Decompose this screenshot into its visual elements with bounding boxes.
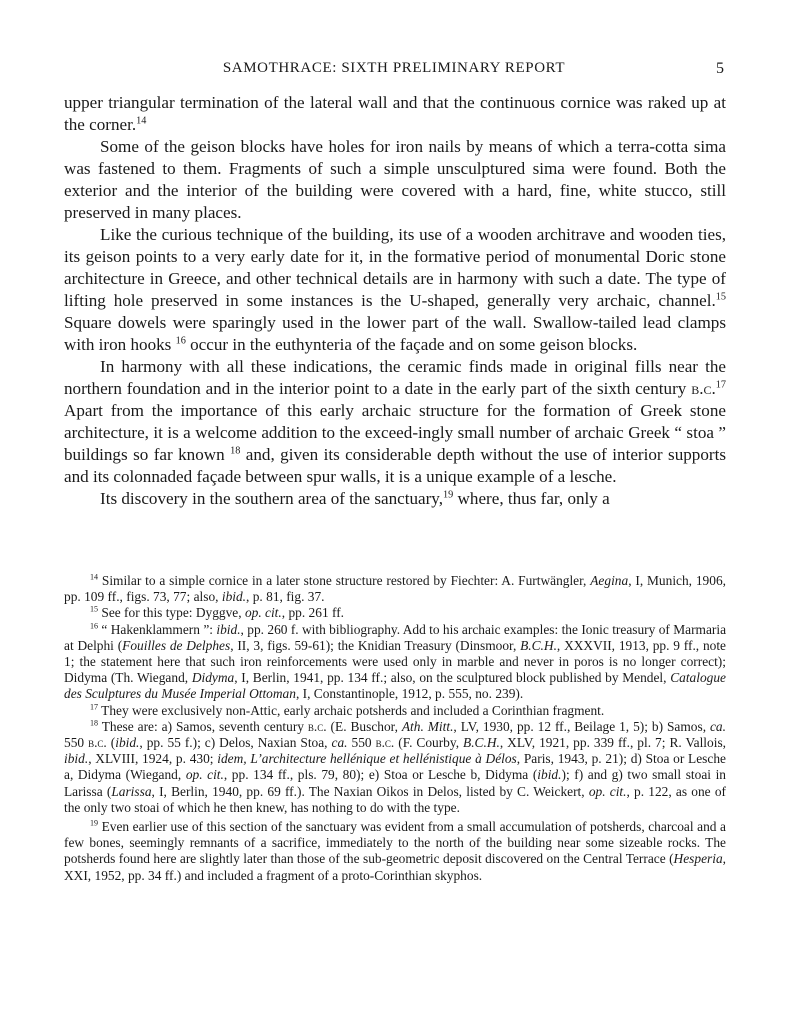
text-run: Even earlier use of this section of the sanctuary was evident from a small accumulation of potsherds, charcoal and a few bones, seemingly remnants of a sacrifice, immediately to the north of the building near some sizeable rocks. The potsherds found here are slightly later than those of the sub-geometric deposit discovered on the Central Terrace ( <box>64 819 726 867</box>
citation-title: Fouilles de Delphes <box>122 637 231 653</box>
era-abbrev: b.c. <box>375 735 395 751</box>
citation-abbrev: op. cit. <box>244 605 282 621</box>
citation-abbrev: op. cit. <box>588 783 627 799</box>
footnote-ref-19[interactable]: 19 <box>443 489 454 501</box>
footnote-number: 17 <box>90 702 99 712</box>
text-run: , pp. 134 ff., pls. 79, 80); e) Stoa or Lesche b, Didyma ( <box>223 767 538 783</box>
text-run: See for this type: Dyggve, <box>98 605 245 621</box>
era-abbrev: b.c. <box>307 718 327 734</box>
citation-abbrev: ca. <box>331 735 348 751</box>
citation-title: Aegina <box>590 573 629 588</box>
text-run: (F. Courby, <box>394 735 464 751</box>
text-run: Its discovery in the southern area of the sanctuary, <box>100 489 444 508</box>
text-run: upper triangular termination of the lateral wall and that the continuous cornice was raked up at the corner. <box>64 93 726 134</box>
text-run: , pp. 55 f.); c) Delos, Naxian Stoa, <box>139 735 332 751</box>
paragraph-2: Some of the geison blocks have holes for iron nails by means of which a terra-cotta sima was fastened to them. Fragments of such a simple unsculptured sima were found. Both the exterior and the interior of the building were covered with a hard, fine, white stucco, still preserved in many places. <box>64 137 726 222</box>
text-run: where, thus far, only a <box>453 489 610 508</box>
text-run: Like the curious technique of the building, its use of a wooden architrave and wooden ties, its geison points to a very early date for it, in the formative period of monumental Doric stone architecture in Greece, and other technical details are in harmony with such a date. The type of lifting hole preserved in some instances is the U-shaped, generally very archaic, channel. <box>64 225 726 310</box>
text-run: , II, 3, figs. 59-61); the Knidian Treasury (Dinsmoor, <box>230 637 521 653</box>
text-run: , I, Berlin, 1940, pp. 69 ff.). The Naxian Oikos in Delos, listed by C. Weickert, <box>151 783 589 799</box>
footnote-ref-14[interactable]: 14 <box>136 115 147 127</box>
text-run: They were exclusively non-Attic, early archaic potsherds and included a Corinthian fragment. <box>98 702 605 718</box>
paragraph-1 <box>64 92 726 136</box>
text-run: , LV, 1930, pp. 12 ff., Beilage 1, 5); b) Samos, <box>453 718 710 734</box>
citation-abbrev: ibid. <box>216 621 241 637</box>
citation-title: Didyma <box>191 670 235 686</box>
citation-abbrev: ibid. <box>115 735 140 751</box>
citation-title: idem, L’architecture hellénique et hellénistique à Délos <box>217 751 517 767</box>
running-title: SAMOTHRACE: SIXTH PRELIMINARY REPORT <box>222 60 566 76</box>
era-abbrev: b.c. <box>88 735 107 751</box>
footnote-number: 19 <box>90 818 99 828</box>
text-run: Square dowels were sparingly used in the lower part of the wall. Swallow-tailed lead clamps with iron hooks <box>64 313 726 354</box>
paragraph-5 <box>64 488 726 510</box>
paragraph-3 <box>64 224 726 356</box>
text-run: , p. 122, as one of the only two stoai of which he then knew, has nothing to do with the type. <box>64 783 726 815</box>
citation-title: Catalogue des Sculptures du Musée Imperial Ottoman <box>64 670 726 702</box>
footnote-16 <box>64 622 726 703</box>
text-run: , Paris, 1943, p. 21); d) Stoa or Lesche a, Didyma (Wiegand, <box>64 751 726 783</box>
text-run: , XLV, 1921, pp. 339 ff., pl. 7; R. Vallois, <box>499 735 727 751</box>
main-text <box>64 92 726 510</box>
citation-title: B.C.H. <box>463 735 500 751</box>
text-run: , p. 81, fig. 37. <box>246 589 325 605</box>
text-run: and, given its considerable depth without the use of interior supports and its colonnaded façade between spur walls, it is a unique example of a lesche. <box>64 445 726 486</box>
text-run: , XXI, 1952, pp. 34 ff.) and included a fragment of a proto-Corinthian skyphos. <box>64 851 726 883</box>
footnotes <box>64 573 726 884</box>
text-run: , I, Constantinople, 1912, p. 555, no. 239). <box>295 686 524 702</box>
text-run: , I, Berlin, 1941, pp. 134 ff.; also, on the sculptured block published by Mendel, <box>234 670 671 686</box>
citation-abbrev: ca. <box>709 718 726 734</box>
footnote-number: 18 <box>90 718 99 728</box>
text-run: occur in the euthynteria of the façade and on some geison blocks. <box>185 335 638 354</box>
footnote-ref-18[interactable]: 18 <box>230 445 241 457</box>
text-run: , XXXVII, 1913, pp. 9 ff., note 1; the statement here that such iron reinforcements were used only in marble and never in poros is no longer correct); Didyma (Th. Wiegand, <box>64 637 726 686</box>
text-run: In harmony with all these indications, the ceramic finds made in original fills near the northern foundation and in the interior point to a date in the early part of the sixth century <box>64 357 726 398</box>
footnote-number: 14 <box>90 572 99 582</box>
era-abbrev: b.c. <box>691 379 716 398</box>
paragraph-4 <box>64 356 726 488</box>
citation-abbrev: ibid. <box>537 767 562 783</box>
text-run: ); f) and g) two small stoai in Larissa ( <box>64 767 726 799</box>
footnote-number: 15 <box>90 604 99 614</box>
text-run: (E. Buschor, <box>326 718 402 734</box>
footnote-ref-15[interactable]: 15 <box>715 291 726 303</box>
citation-abbrev: op. cit. <box>185 767 224 783</box>
citation-title: B.C.H. <box>520 637 557 653</box>
text-run: 550 <box>64 735 89 751</box>
text-run: “ Hakenklammern ”: <box>98 621 217 637</box>
footnote-ref-17[interactable]: 17 <box>715 379 726 391</box>
text-run: , pp. 260 f. with bibliography. Add to his archaic examples: the Ionic treasury of Marmaria at Delphi ( <box>64 621 727 653</box>
text-run: ( <box>106 735 116 751</box>
text-run: , XLVIII, 1924, p. 430; <box>88 751 218 767</box>
text-run: These are: a) Samos, seventh century <box>98 718 308 734</box>
text-run: , pp. 261 ff. <box>281 605 345 621</box>
text-run: Apart from the importance of this early archaic structure for the formation of Greek stone architecture, it is a welcome addition to the exceed-ingly small number of archaic Greek “ stoa ” buildings so far known <box>64 401 726 464</box>
footnote-14 <box>64 573 726 605</box>
page-header <box>64 58 724 82</box>
text-run: 550 <box>347 735 376 751</box>
footnote-ref-16[interactable]: 16 <box>175 335 186 347</box>
citation-abbrev: ibid. <box>64 751 89 767</box>
footnote-17 <box>64 703 726 719</box>
citation-title: Larissa <box>111 783 152 799</box>
text-run: , I, Munich, 1906, pp. 109 ff., figs. 73, 77; also, <box>64 573 726 605</box>
footnote-15 <box>64 605 726 621</box>
citation-title: Ath. Mitt. <box>401 718 454 734</box>
citation-abbrev: ibid. <box>221 589 247 605</box>
footnote-number: 16 <box>90 621 99 631</box>
citation-title: Hesperia <box>673 851 723 867</box>
text-run: Similar to a simple cornice in a later stone structure restored by Fiechter: A. Furtwängler, <box>98 573 591 588</box>
footnote-18 <box>64 719 726 816</box>
page-number: 5 <box>716 60 724 77</box>
footnote-19 <box>64 819 726 884</box>
